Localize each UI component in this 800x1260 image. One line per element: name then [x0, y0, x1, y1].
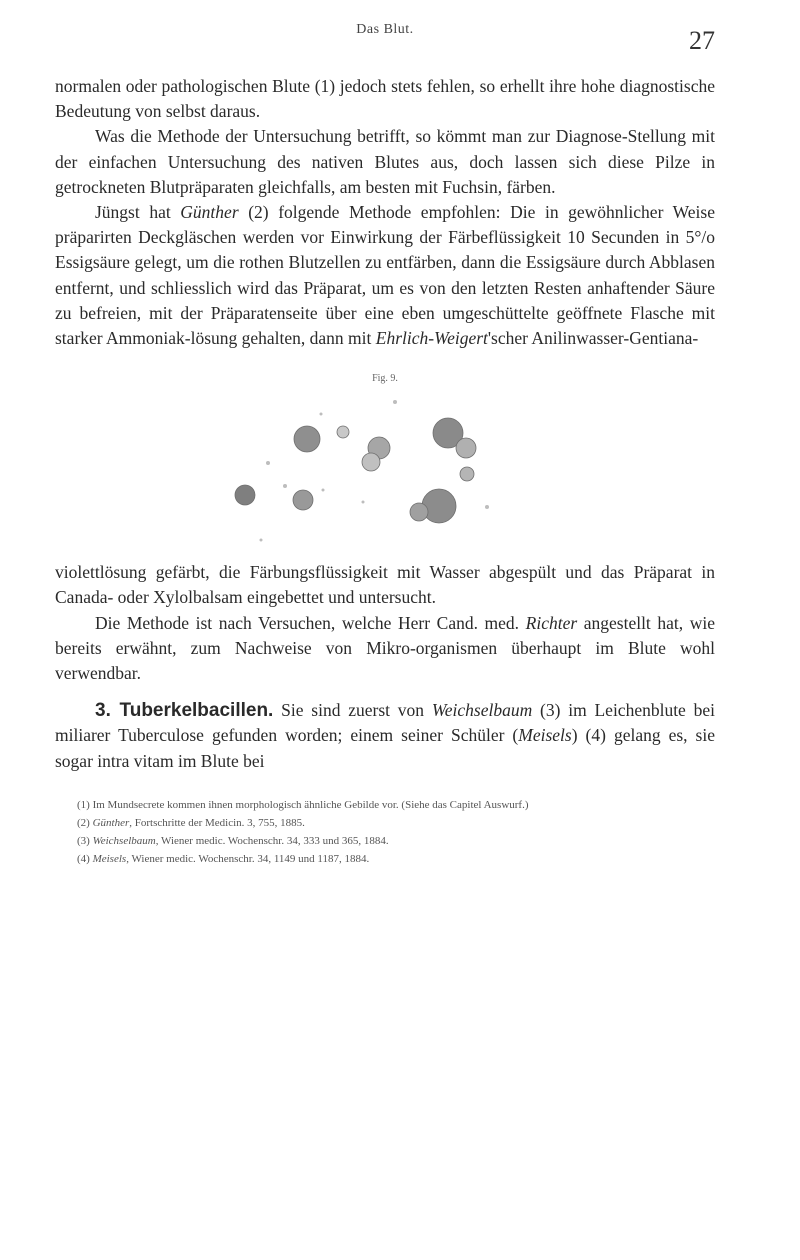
page-number: 27 — [689, 26, 715, 55]
cell — [337, 426, 349, 438]
paragraph-5 — [55, 611, 715, 687]
footnote-text: Im Mundsecrete kommen ihnen morphologisch ähnliche Gebilde vor. (Siehe das Capitel Auswurf.) — [92, 798, 529, 811]
figure-blood-cells — [55, 390, 715, 560]
speck — [393, 400, 397, 404]
paragraph-3 — [55, 200, 715, 351]
section-3-text-c: ) (4) gelang es, sie sogar intra vitam im Blute bei — [55, 725, 715, 771]
speck — [485, 505, 489, 509]
speck — [322, 489, 325, 492]
page-header — [55, 22, 715, 74]
footnote-marker: (1) — [77, 798, 90, 811]
cell — [235, 485, 255, 505]
speck — [362, 501, 365, 504]
paragraph-3-body: (2) folgende Methode empfohlen: Die in gewöhnlicher Weise präparirten Deckgläschen werden vor Einwirkung der Färbeflüssigkeit 10 Secunden in 5°/o Essigsäure gelegt, um die rothen Blutzellen zu entfärben, dann die Essigsäure durch Abblasen entfernt, und schliesslich wird das Präparat, um es von den letzten Resten anhaftender Säure zu befreien, mit der Präparatenseite über eine eben umgeschüttelte geöffnete Flasche mit starker Ammoniak-lösung gehalten, dann mit — [55, 202, 715, 349]
section-3-text-b: (3) im Leichenblute bei miliarer Tuberculose gefunden worden; einem seiner Schüler ( — [55, 700, 715, 746]
author-guenther: Günther — [180, 202, 239, 223]
footnote-author: Weichselbaum — [92, 834, 156, 847]
page — [55, 22, 715, 868]
footnote-marker: (4) — [77, 852, 90, 865]
method-ehrlich-weigert: Ehrlich-Weigert — [375, 328, 488, 349]
paragraph-3-suffix: 'scher Anilinwasser-Gentiana- — [487, 328, 699, 349]
cell — [293, 490, 313, 510]
cell — [456, 438, 476, 458]
speck — [260, 539, 263, 542]
cell — [410, 503, 428, 521]
section-3-paragraph — [55, 698, 715, 774]
paragraph-4: violettlösung gefärbt, die Färbungsflüssigkeit mit Wasser abgespült und das Präparat in Canada- oder Xylolbalsam eingebettet und untersucht. — [55, 562, 715, 608]
footnote-marker: (3) — [77, 834, 90, 847]
speck — [283, 484, 287, 488]
speck — [266, 461, 270, 465]
paragraph-1: normalen oder pathologischen Blute (1) jedoch stets fehlen, so erhellt ihre hohe diagnostische Bedeutung von selbst daraus. — [55, 76, 715, 122]
blood-cell-illustration — [55, 390, 715, 560]
cell — [362, 453, 380, 471]
figure-label: Fig. 9. — [372, 373, 398, 385]
section-3-text-a: Sie sind zuerst von — [273, 700, 432, 721]
paragraph-5-rest: angestellt hat, wie bereits erwähnt, zum Nachweise von Mikro-organismen überhaupt im Blute wohl verwendbar. — [55, 612, 715, 684]
footnote-text: , Fortschritte der Medicin. 3, 755, 1885. — [129, 816, 305, 829]
section-heading-tuberkelbacillen: 3. Tuberkelbacillen. — [95, 700, 274, 722]
footnotes — [55, 796, 715, 868]
author-weichselbaum: Weichselbaum — [431, 700, 533, 721]
running-title: Das Blut. — [356, 22, 414, 37]
footnote — [55, 850, 715, 868]
paragraph-5-lead: Die Methode ist nach Versuchen, welche Herr Cand. med. — [95, 612, 526, 633]
paragraph-3-lead: Jüngst hat — [95, 202, 181, 223]
footnote — [55, 814, 715, 832]
speck — [320, 413, 323, 416]
footnote-author: Günther — [92, 816, 130, 829]
cell — [460, 467, 474, 481]
cell — [294, 426, 320, 452]
footnote — [55, 796, 715, 814]
footnote-marker: (2) — [77, 816, 90, 829]
cell — [422, 489, 456, 523]
author-meisels: Meisels — [518, 725, 572, 746]
paragraph-2: Was die Methode der Untersuchung betrifft, so kömmt man zur Diagnose-Stellung mit der einfachen Untersuchung des nativen Blutes aus, doch lassen sich diese Pilze in getrockneten Blutpräparaten gleichfalls, am besten mit Fuchsin, färben. — [55, 126, 715, 197]
footnote-text: , Wiener medic. Wochenschr. 34, 333 und 365, 1884. — [155, 834, 389, 847]
name-richter: Richter — [525, 612, 578, 633]
footnote — [55, 832, 715, 850]
footnote-author: Meisels — [92, 852, 127, 865]
footnote-text: , Wiener medic. Wochenschr. 34, 1149 und 1187, 1884. — [126, 852, 370, 865]
